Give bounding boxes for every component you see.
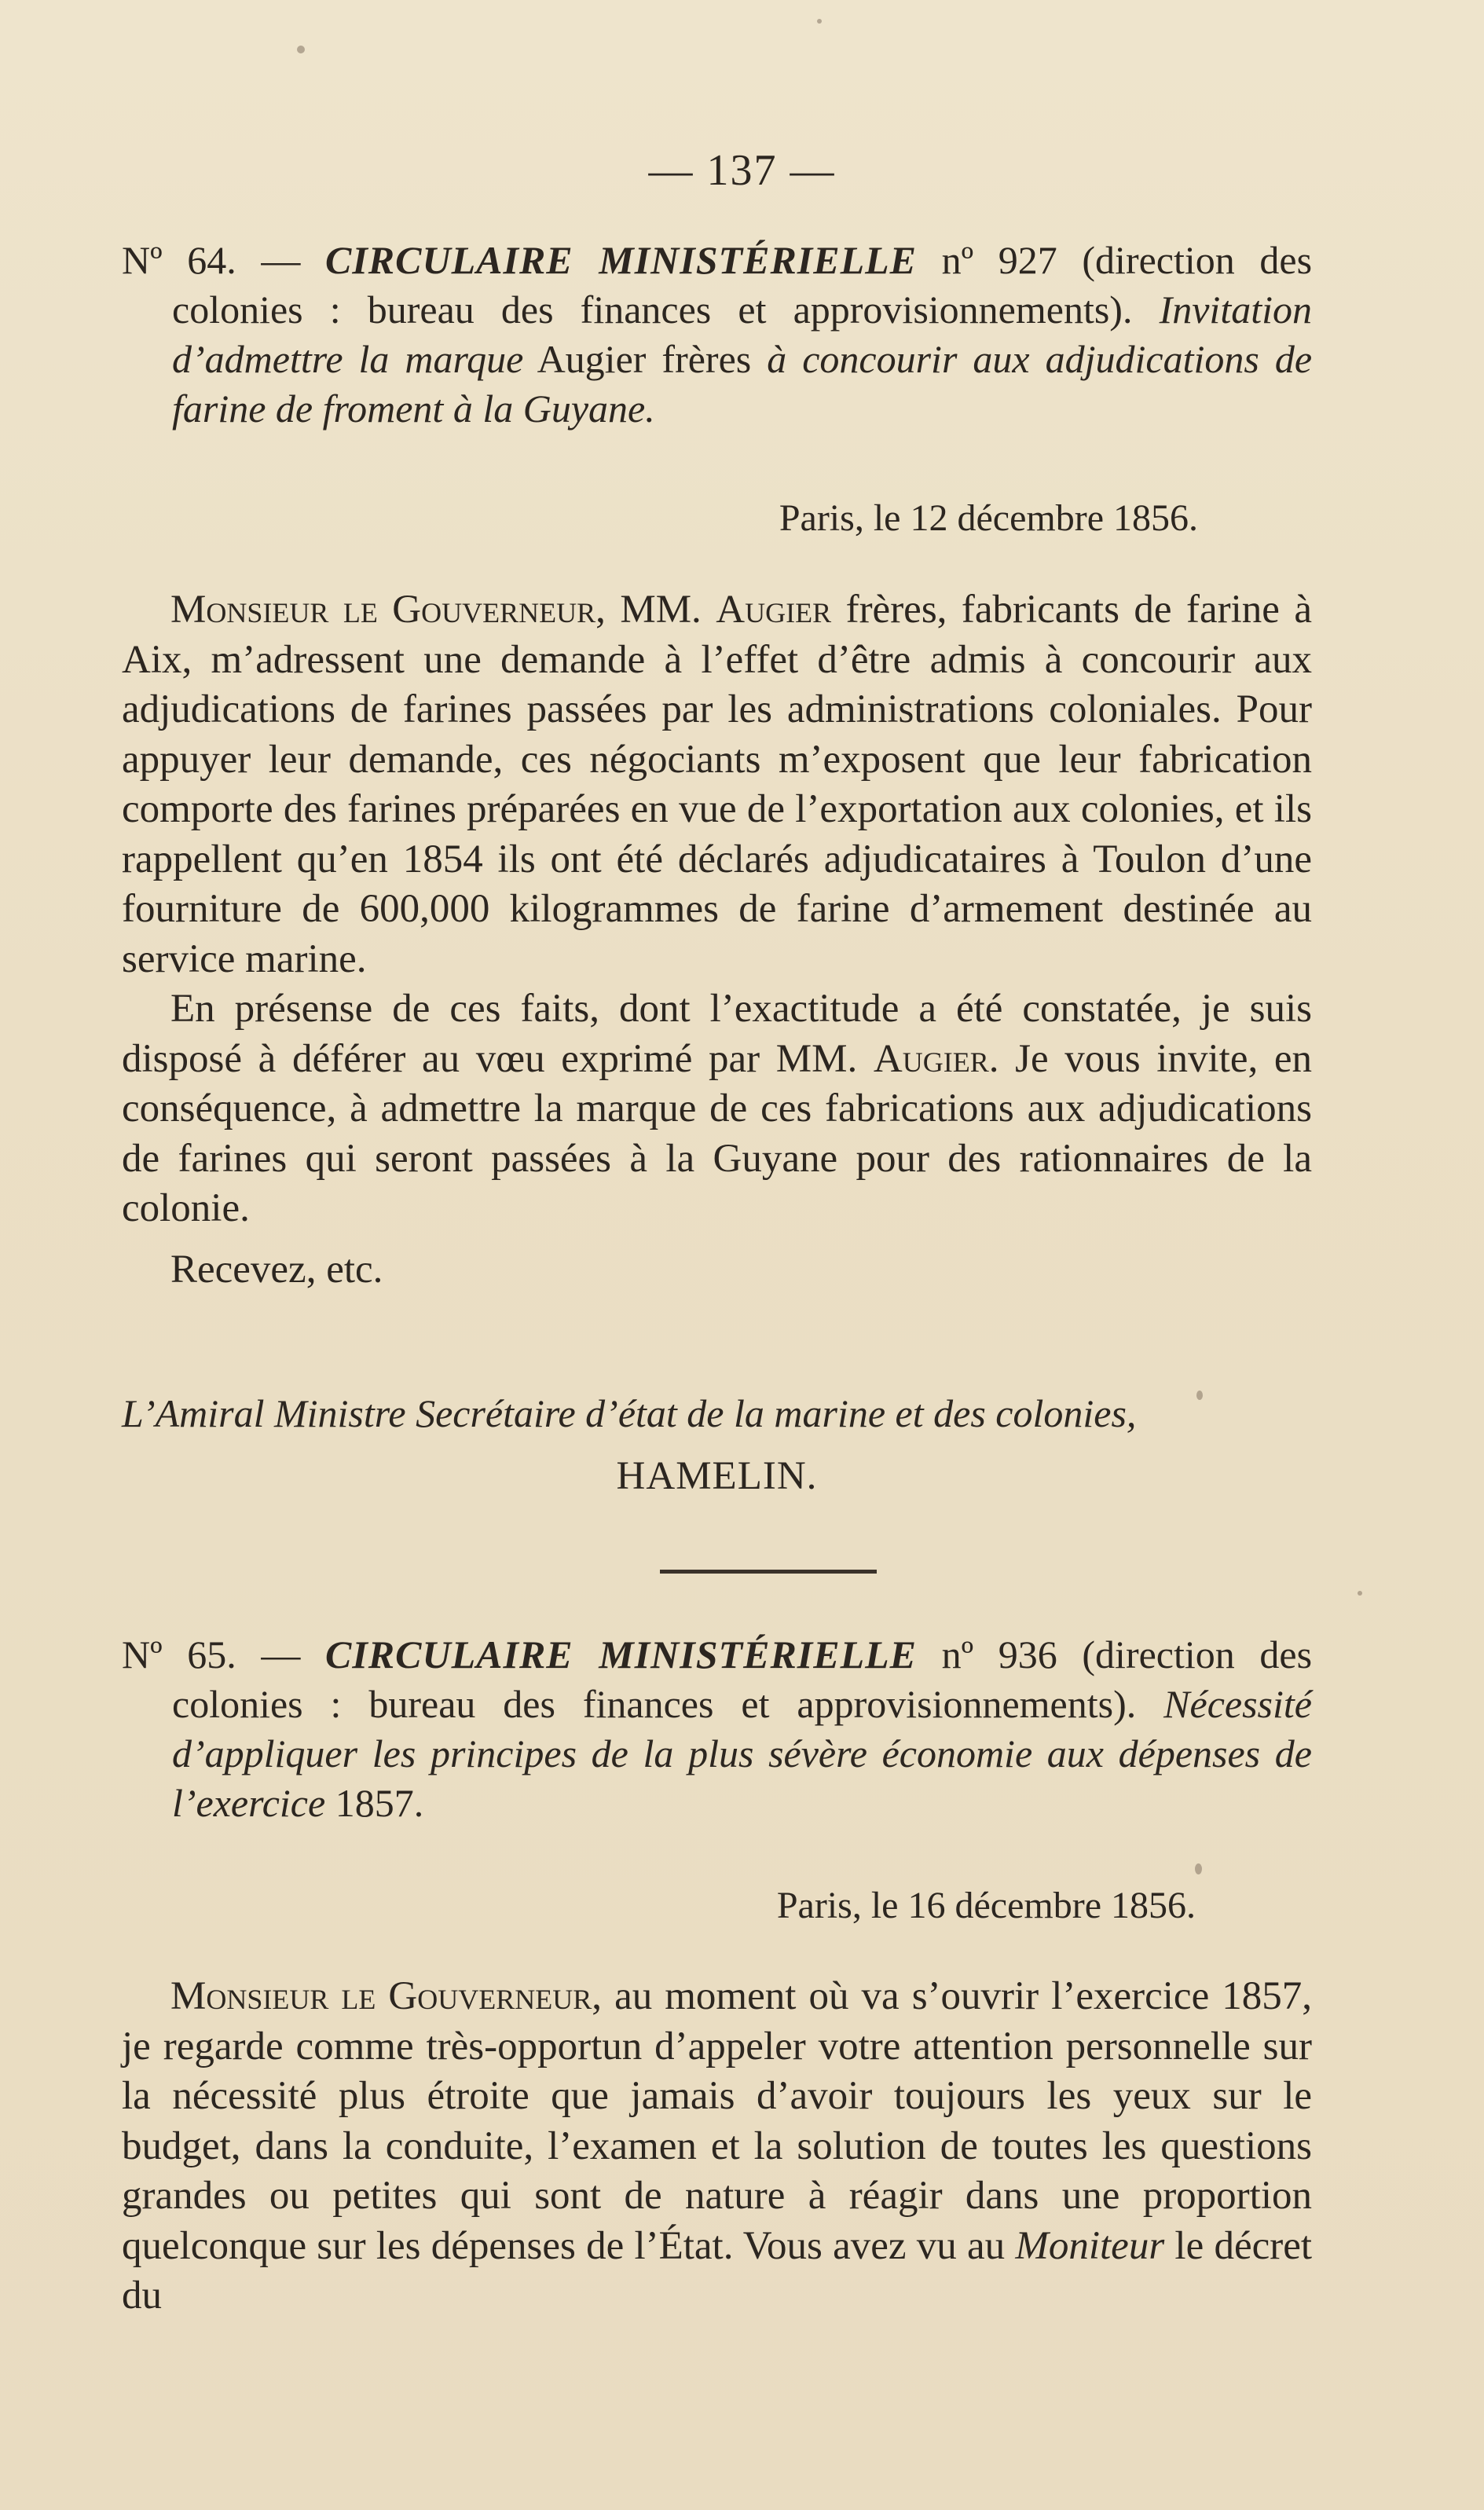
entry-reference: nº 936 (direction des colonies : bureau des finances et approvisionnements). <box>172 1632 1313 1726</box>
body-paragraph <box>122 1972 1312 2321</box>
entry-64-body <box>122 585 1312 1295</box>
paragraph-text-b: le décret du <box>122 2223 1313 2318</box>
entry-65 <box>122 1630 1312 1828</box>
paragraph-text-b: frères, fabricants de farine à Aix, m’adressent une demande à l’effet d’être admis à concourir aux adjudications de farines passées par les administrations coloniales. Pour appuyer leur demande, ces négociants m’exposent que leur fabrication comporte des farines préparées en vue de l’exportation aux colonies, et ils rappellent qu’en 1854 ils ont été déclarés adjudicataires à Toulon d’une fourniture de 600,000 kilogrammes de farine d’armement destinée au service marine. <box>122 588 1313 981</box>
entry-description-year: 1857. <box>335 1781 424 1825</box>
entry-reference: nº 927 (direction des colonies : bureau des finances et approvisionnements). <box>172 238 1313 332</box>
paragraph-text-a: au moment où va s’ouvrir l’exercice 1857, je regarde comme très-opportun d’appeler votre attention personnelle sur la nécessité plus étroite que jamais d’avoir toujours les yeux sur le budget, dans la conduite, l’examen et la solution de toutes les questions grandes ou petites qui sont de nature à réagir dans une proportion quelconque sur les dépenses de l’État. Vous avez vu au <box>122 1974 1313 2268</box>
entry-dash: — <box>261 1632 301 1676</box>
paragraph-text-a: MM. <box>620 588 702 632</box>
entry-heading <box>122 1630 1312 1828</box>
entry-number: Nº 65. <box>122 1632 236 1676</box>
salutation: Monsieur le Gouverneur, <box>170 588 606 632</box>
dateline: Paris, le 12 décembre 1856. <box>779 497 1198 539</box>
entry-heading <box>122 236 1312 434</box>
entry-65-body <box>122 1972 1312 2321</box>
entry-64 <box>122 236 1312 434</box>
entry-65-dateline-block <box>122 1884 1312 1927</box>
entry-dash: — <box>261 238 301 282</box>
body-paragraph <box>122 585 1312 984</box>
entry-description-b: à concourir aux adjudications de farine de froment à la Guyane. <box>172 337 1313 431</box>
body-paragraph <box>122 984 1312 1234</box>
signature-title: L’Amiral Ministre Secrétaire d’état de la marine et des colonies, <box>122 1391 1137 1435</box>
paper-speck <box>297 46 305 53</box>
page-number: — 137 — <box>648 146 836 195</box>
entry-title: CIRCULAIRE MINISTÉRIELLE <box>324 238 918 282</box>
paragraph-text-a: En présense de ces faits, dont l’exactitude a été constatée, je suis disposé à déférer au vœu exprimé par MM. <box>122 987 1312 1081</box>
paragraph-name: Augier <box>873 1036 989 1081</box>
entry-number: Nº 64. <box>122 238 236 282</box>
paper-speck <box>1358 1591 1362 1596</box>
signature-name: HAMELIN. <box>616 1454 818 1498</box>
salutation: Monsieur le Gouverneur, <box>170 1974 603 2018</box>
dateline: Paris, le 16 décembre 1856. <box>776 1885 1196 1926</box>
entry-description-name: Augier frères <box>537 337 752 381</box>
paragraph-name: Augier <box>716 588 832 632</box>
section-divider <box>660 1570 877 1574</box>
paragraph-italic: Moniteur <box>1015 2223 1165 2268</box>
entry-64-signature <box>122 1391 1312 1499</box>
entry-description-a: Nécessité d’appliquer les principes de la plus sévère économie aux dépenses de l’exercice <box>172 1682 1312 1825</box>
closing: Recevez, etc. <box>170 1247 383 1292</box>
paragraph-text-b: . Je vous invite, en conséquence, à admettre la marque de ces fabrications aux adjudications de farines qui seront passées à la Guyane pour des rationnaires de la colonie. <box>122 1036 1313 1230</box>
paper-speck <box>817 19 822 24</box>
entry-title: CIRCULAIRE MINISTÉRIELLE <box>324 1632 918 1676</box>
paper-speck <box>1195 1863 1202 1874</box>
entry-description-a: Invitation d’admettre la marque <box>172 288 1312 381</box>
entry-64-dateline-block <box>122 497 1312 540</box>
